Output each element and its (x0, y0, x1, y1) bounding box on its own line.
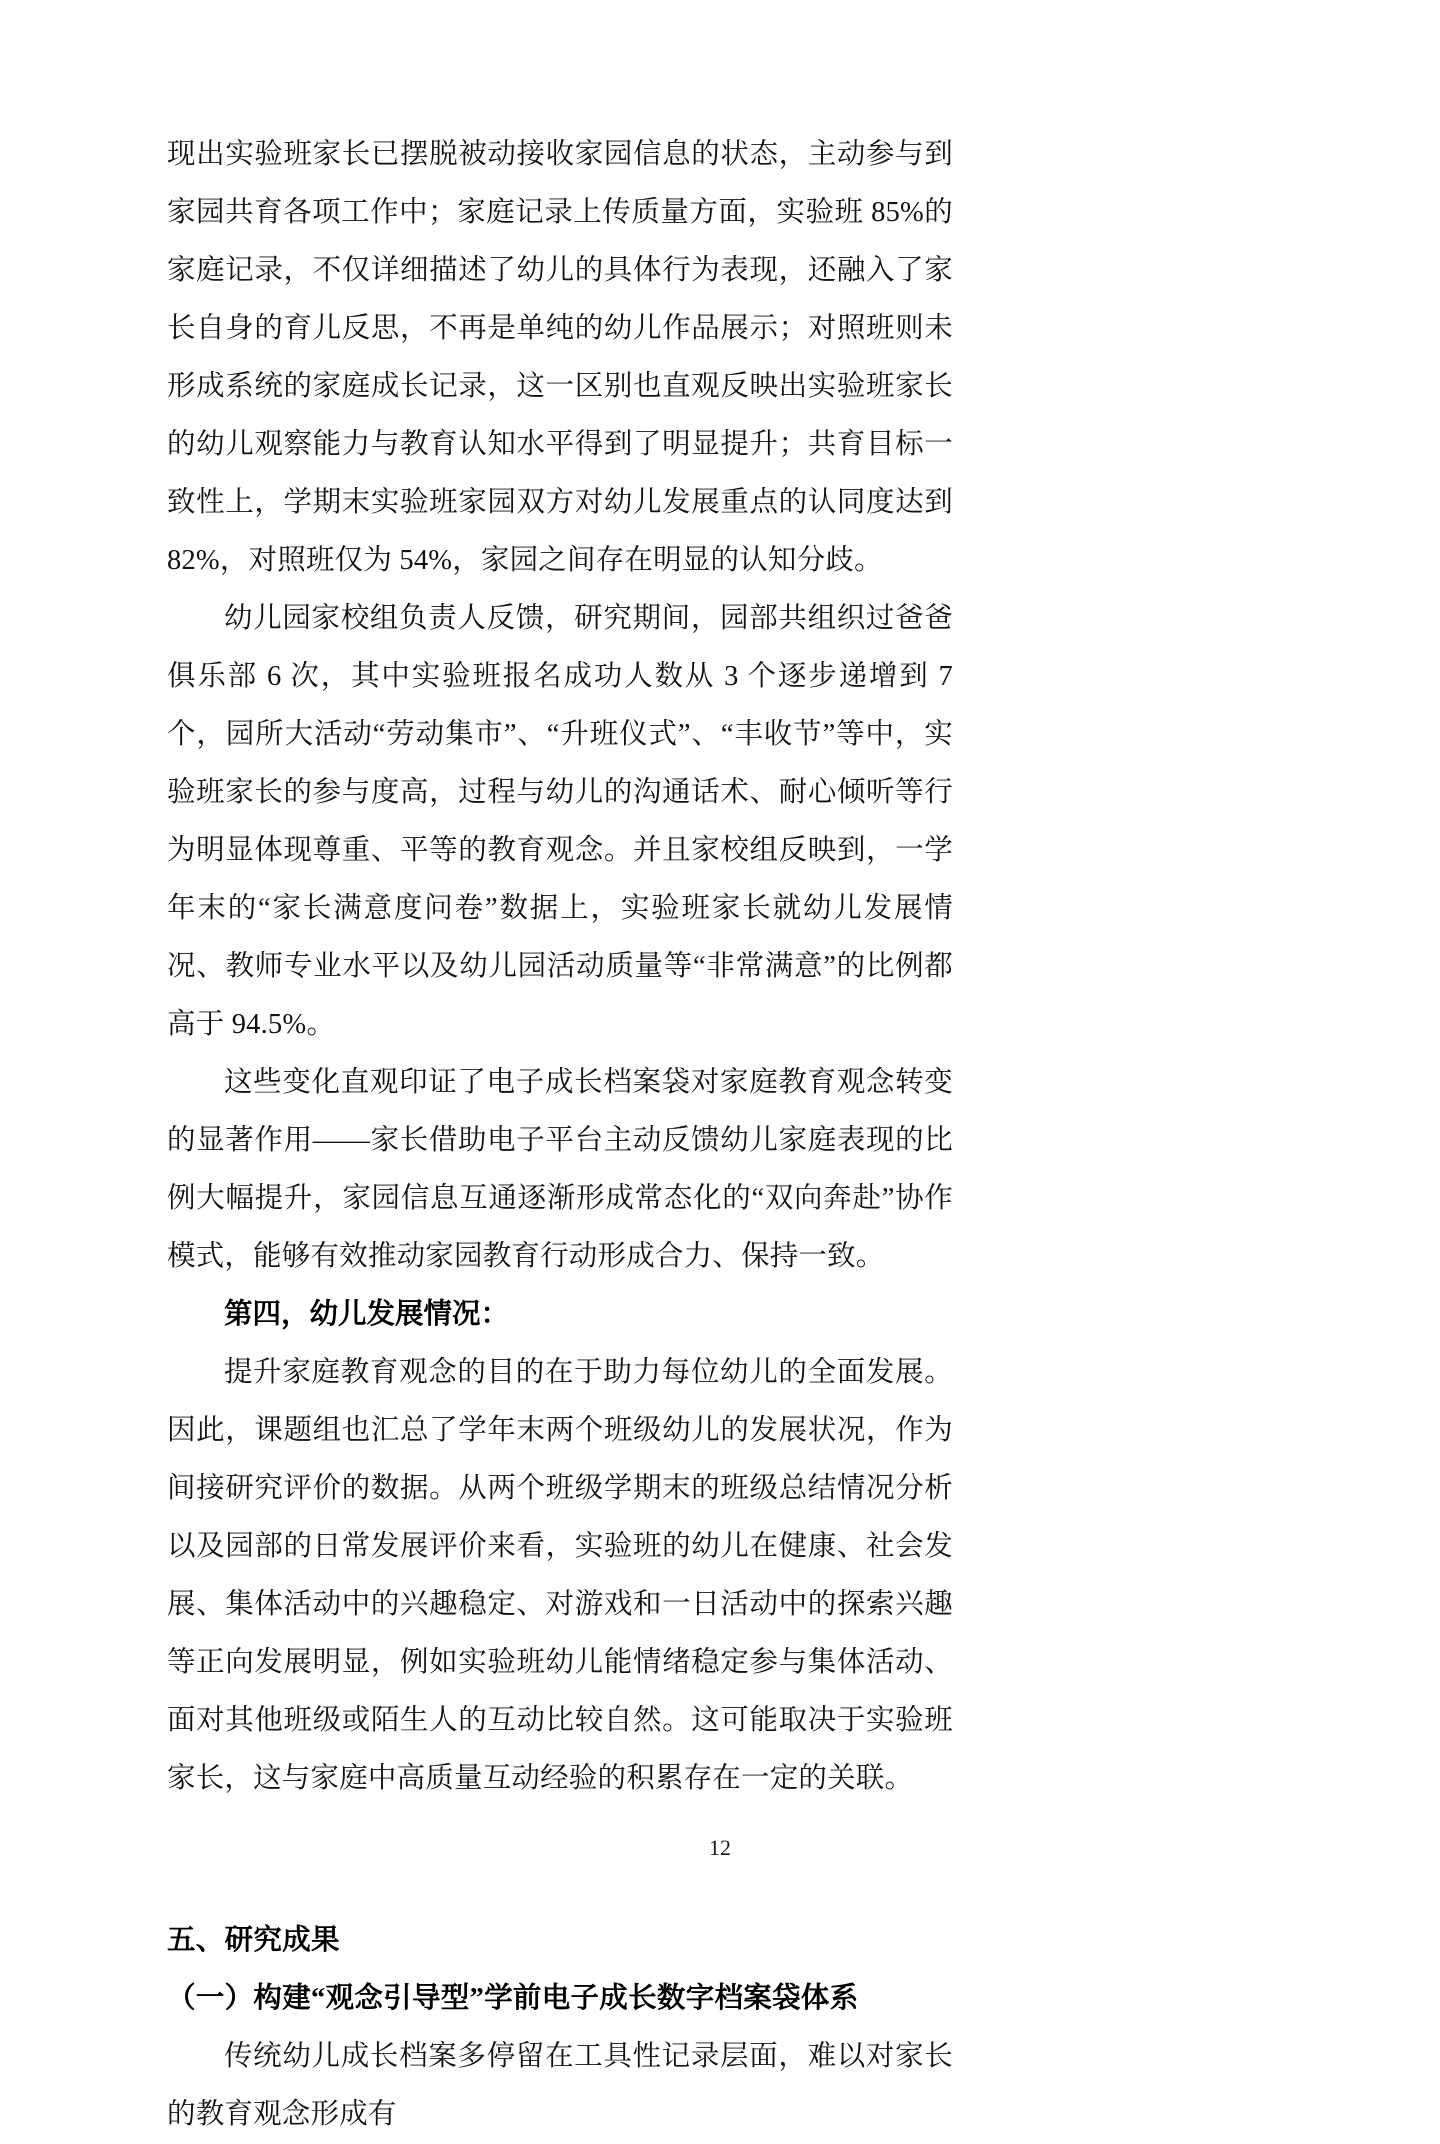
heading-subsection-one: （一）构建“观念引导型”学前电子成长数字档案袋体系 (167, 1983, 859, 2014)
paragraph-5: 传统幼儿成长档案多停留在工具性记录层面，难以对家长的教育观念形成有 (167, 2041, 953, 2130)
heading-fourth-child-development: 第四，幼儿发展情况： (224, 1299, 510, 1330)
paragraph-3: 这些变化直观印证了电子成长档案袋对家庭教育观念转变的显著作用——家长借助电子平台主动反馈幼儿家庭表现的比例大幅提升，家园信息互通逐渐形成常态化的“双向奔赴”协作模式，能够有效推动家园教育行动形成合力、保持一致。 (167, 1067, 953, 1272)
heading-section-five-research-results: 五、研究成果 (167, 1925, 340, 1956)
paragraph-4: 提升家庭教育观念的目的在于助力每位幼儿的全面发展。因此，课题组也汇总了学年末两个班级幼儿的发展状况，作为间接研究评价的数据。从两个班级学期末的班级总结情况分析以及园部的日常发展评价来看，实验班的幼儿在健康、社会发展、集体活动中的兴趣稳定、对游戏和一日活动中的探索兴趣等正向发展明显，例如实验班幼儿能情绪稳定参与集体活动、面对其他班级或陌生人的互动比较自然。这可能取决于实验班家长，这与家庭中高质量互动经验的积累存在一定的关联。 (167, 1357, 953, 1794)
page-number: 12 (709, 1835, 731, 1860)
paragraph-1: 现出实验班家长已摆脱被动接收家园信息的状态，主动参与到家园共育各项工作中；家庭记录上传质量方面，实验班 85%的家庭记录，不仅详细描述了幼儿的具体行为表现，还融入了家长自身的育儿反思，不再是单纯的幼儿作品展示；对照班则未形成系统的家庭成长记录，这一区别也直观反映出实验班家长的幼儿观察能力与教育认知水平得到了明显提升；共育目标一致性上，学期末实验班家园双方对幼儿发展重点的认同度达到 82%，对照班仅为 54%，家园之间存在明显的认知分歧。 (167, 139, 953, 576)
paragraph-2: 幼儿园家校组负责人反馈，研究期间，园部共组织过爸爸俱乐部 6 次，其中实验班报名成功人数从 3 个逐步递增到 7 个，园所大活动“劳动集市”、“升班仪式”、“丰收节”等中，实验班家长的参与度高，过程与幼儿的沟通话术、耐心倾听等行为明显体现尊重、平等的教育观念。并且家校组反映到，一学年末的“家长满意度问卷”数据上，实验班家长就幼儿发展情况、教师专业水平以及幼儿园活动质量等“非常满意”的比例都高于 94.5%。 (167, 603, 953, 1040)
